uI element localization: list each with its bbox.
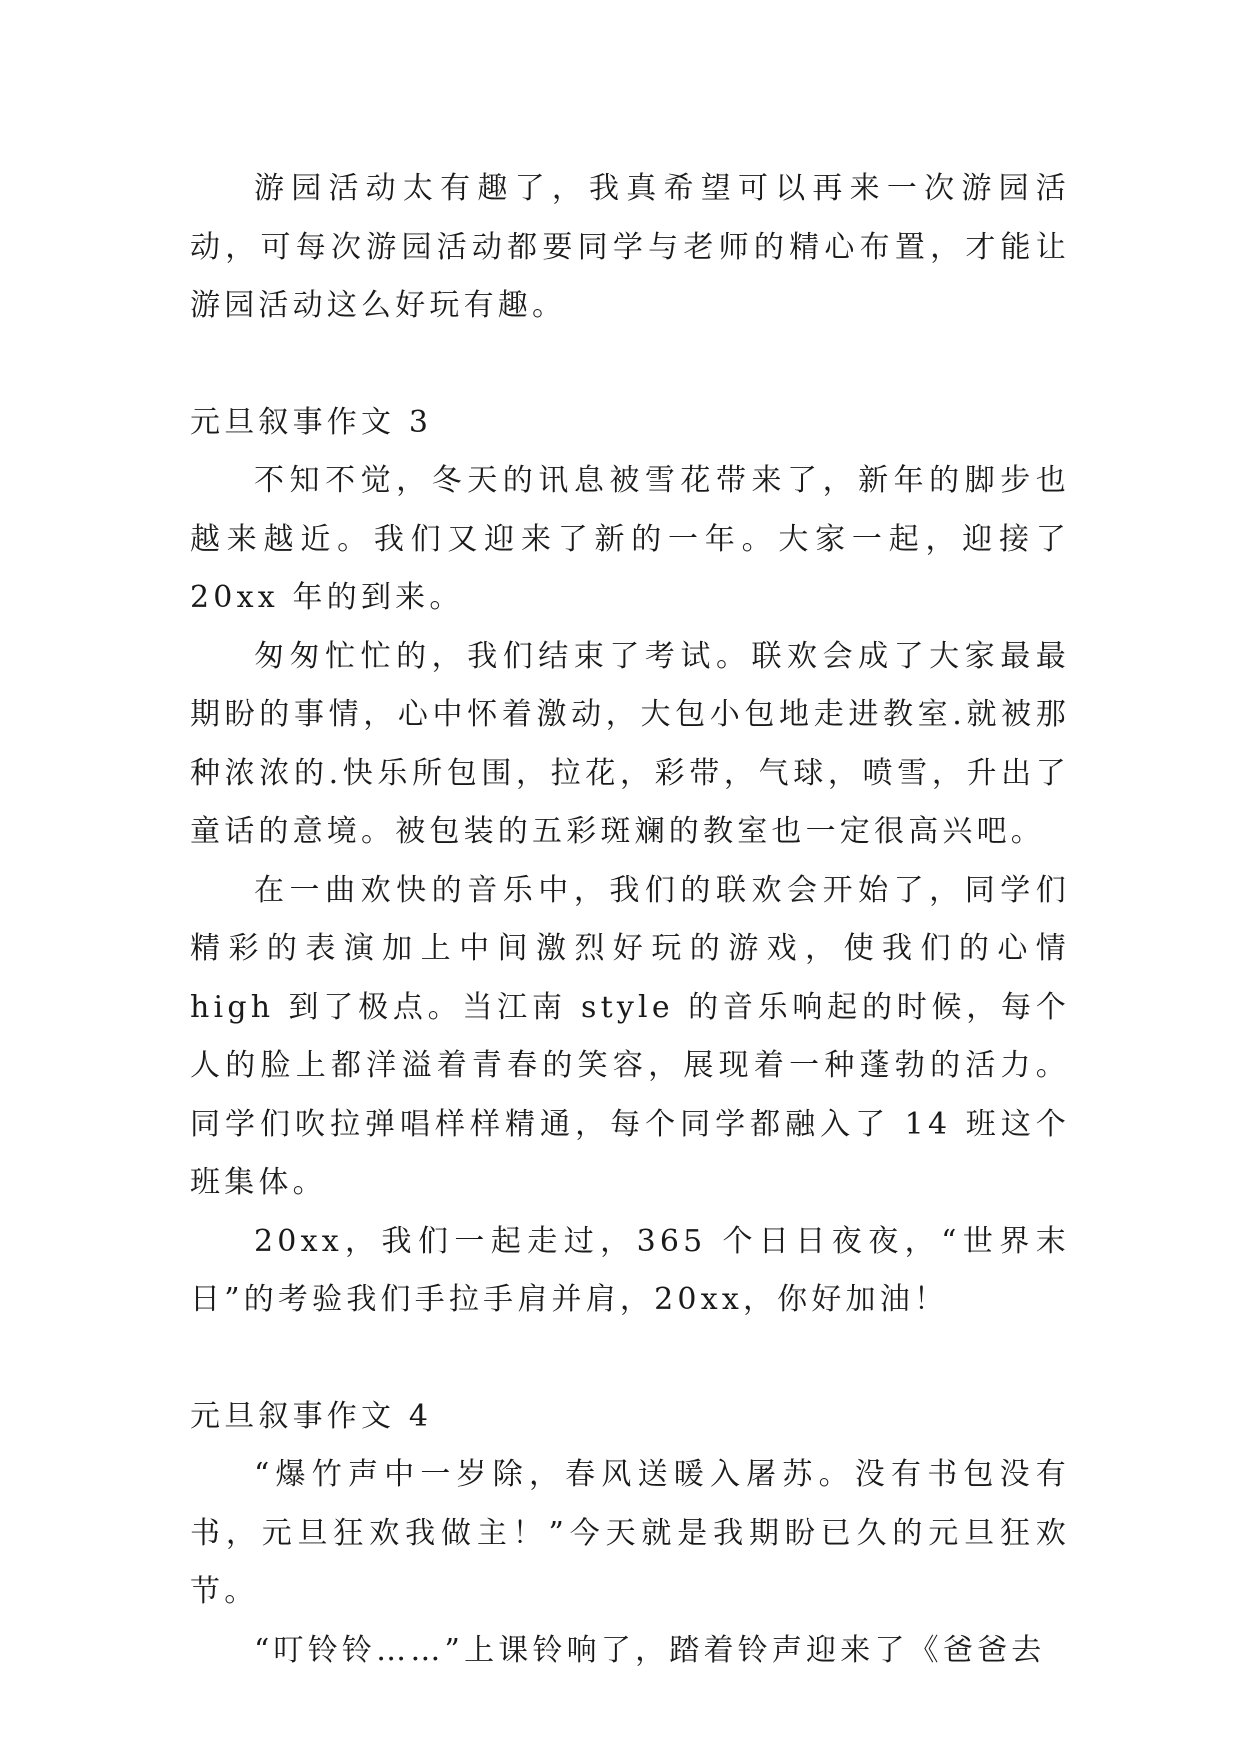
- paragraph: “爆竹声中一岁除，春风送暖入屠苏。没有书包没有书，元旦狂欢我做主！”今天就是我期盼已久的元旦狂欢节。: [190, 1457, 1070, 1609]
- section-title: 元旦叙事作文 3: [190, 404, 433, 440]
- section-gap: [190, 336, 1070, 394]
- section-essay-3: [190, 394, 1070, 1330]
- paragraph: 20xx，我们一起走过，365 个日日夜夜，“世界末日”的考验我们手拉手肩并肩，20xx，你好加油！: [190, 1223, 1070, 1317]
- section-gap: [190, 1330, 1070, 1388]
- paragraph: “叮铃铃……”上课铃响了，踏着铃声迎来了《爸爸去: [254, 1632, 1046, 1668]
- section-title: 元旦叙事作文 4: [190, 1398, 433, 1434]
- section-intro: [190, 160, 1070, 336]
- paragraph: 匆匆忙忙的，我们结束了考试。联欢会成了大家最最期盼的事情，心中怀着激动，大包小包地走进教室.就被那种浓浓的.快乐所包围，拉花，彩带，气球，喷雪，升出了童话的意境。被包装的五彩斑斓的教室也一定很高兴吧。: [190, 638, 1070, 849]
- paragraph: 游园活动太有趣了，我真希望可以再来一次游园活动，可每次游园活动都要同学与老师的精心布置，才能让游园活动这么好玩有趣。: [190, 171, 1070, 323]
- paragraph: 不知不觉，冬天的讯息被雪花带来了，新年的脚步也越来越近。我们又迎来了新的一年。大家一起，迎接了 20xx 年的到来。: [190, 463, 1070, 615]
- paragraph: 在一曲欢快的音乐中，我们的联欢会开始了，同学们精彩的表演加上中间激烈好玩的游戏，使我们的心情 high 到了极点。当江南 style 的音乐响起的时候，每个人的脸上都洋溢着青春的笑容，展现着一种蓬勃的活力。同学们吹拉弹唱样样精通，每个同学都融入了 14 班这个班集体。: [190, 872, 1070, 1200]
- document-page: [190, 160, 1070, 1680]
- section-essay-4: [190, 1388, 1070, 1681]
